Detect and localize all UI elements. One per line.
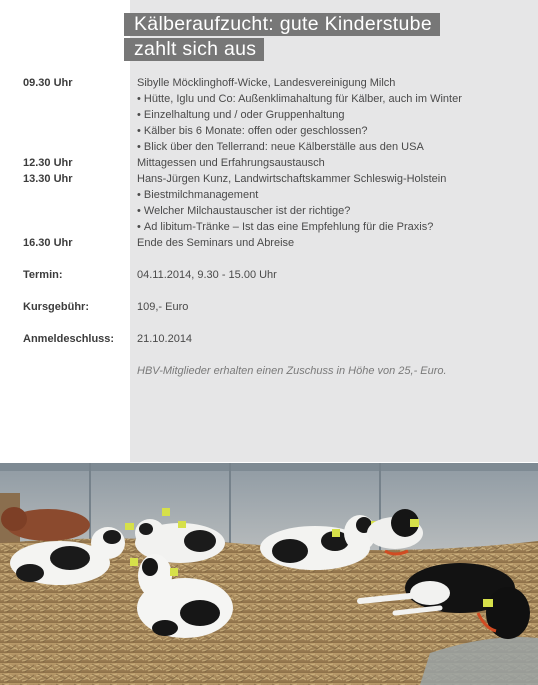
deadline-value: 21.10.2014 <box>137 333 193 345</box>
speaker-line: Sibylle Möcklinghoff-Wicke, Landesvereinigung Milch <box>137 77 396 89</box>
topic-bullet: • Blick über den Tellerrand: neue Kälberställe aus den USA <box>137 140 424 156</box>
schedule-description: Ende des Seminars und Abreise <box>137 237 295 249</box>
speaker-line: Hans-Jürgen Kunz, Landwirtschaftskammer Schleswig-Holstein <box>137 173 447 185</box>
deadline-label: Anmeldeschluss: <box>23 333 115 345</box>
termin-value: 04.11.2014, 9.30 - 15.00 Uhr <box>137 269 277 281</box>
schedule-time: 09.30 Uhr <box>23 77 73 89</box>
fee-label: Kursgebühr: <box>23 301 89 313</box>
topic-bullet: • Kälber bis 6 Monate: offen oder geschlossen? <box>137 124 368 140</box>
topic-bullet: • Ad libitum-Tränke – Ist das eine Empfehlung für die Praxis? <box>137 220 433 236</box>
page-title-line-2: zahlt sich aus <box>124 38 264 61</box>
fee-value: 109,- Euro <box>137 301 189 313</box>
termin-label: Termin: <box>23 269 63 281</box>
schedule-time: 12.30 Uhr <box>23 157 73 169</box>
calves-photo-illustration <box>0 463 538 685</box>
schedule-time: 16.30 Uhr <box>23 237 73 249</box>
topic-bullet: • Biestmilchmanagement <box>137 188 258 204</box>
page-title-line-1: Kälberaufzucht: gute Kinderstube <box>124 13 440 36</box>
topic-bullet: • Einzelhaltung und / oder Gruppenhaltung <box>137 108 345 124</box>
calves-photo <box>0 463 538 685</box>
topic-bullet: • Welcher Milchaustauscher ist der richtige? <box>137 204 350 220</box>
schedule-time: 13.30 Uhr <box>23 173 73 185</box>
subsidy-note: HBV-Mitglieder erhalten einen Zuschuss in Höhe von 25,- Euro. <box>137 365 447 377</box>
topic-bullet: • Hütte, Iglu und Co: Außenklimahaltung für Kälber, auch im Winter <box>137 92 462 108</box>
schedule-description: Mittagessen und Erfahrungsaustausch <box>137 157 325 169</box>
